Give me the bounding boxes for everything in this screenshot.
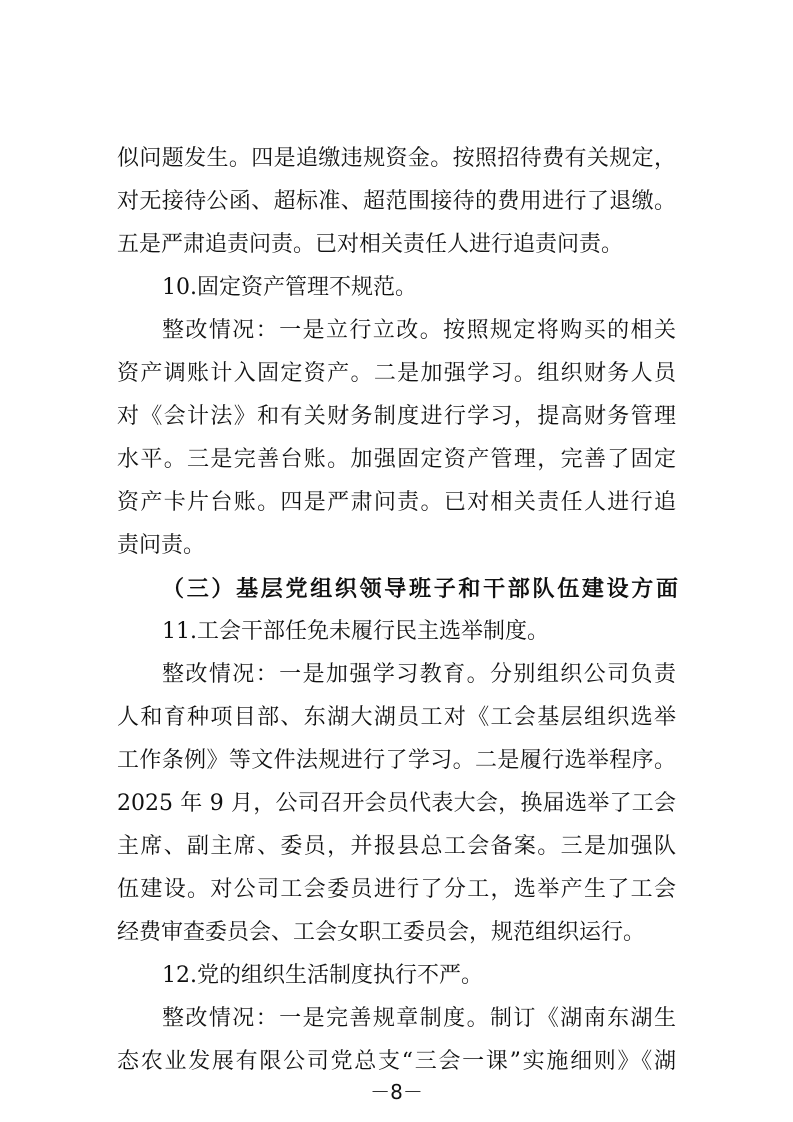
page-number: －8－ <box>370 1080 423 1104</box>
body-text-line: 资产卡片台账。四是严肃问责。已对相关责任人进行追 <box>117 490 676 515</box>
body-text-line: 似问题发生。四是追缴违规资金。按照招待费有关规定， <box>117 146 676 171</box>
body-text-line: 资产调账计入固定资产。二是加强学习。组织财务人员 <box>117 361 676 386</box>
body-text-line: 五是严肃追责问责。已对相关责任人进行追责问责。 <box>117 232 624 257</box>
body-text-line: 态农业发展有限公司党总支“三会一课”实施细则》《湖 <box>117 1049 676 1074</box>
body-text-line: 主席、副主席、委员，并报县总工会备案。三是加强队 <box>117 834 676 859</box>
body-text-line: 水平。三是完善台账。加强固定资产管理，完善了固定 <box>117 447 676 472</box>
body-text-line: 整改情况：一是加强学习教育。分别组织公司负责 <box>162 662 676 687</box>
body-text-line: 人和育种项目部、东湖大湖员工对《工会基层组织选举 <box>117 705 676 730</box>
body-text-line: 2025 年 9 月，公司召开会员代表大会，换届选举了工会 <box>117 791 676 816</box>
body-text-line: 整改情况：一是完善规章制度。制订《湖南东湖生 <box>162 1006 676 1031</box>
body-text-line: 对无接待公函、超标准、超范围接待的费用进行了退缴。 <box>117 189 676 214</box>
section-item-title: 11.工会干部任免未履行民主选举制度。 <box>162 619 549 644</box>
section-item-title: 12.党的组织生活制度执行不严。 <box>162 963 483 988</box>
section-heading: （三）基层党组织领导班子和干部队伍建设方面 <box>162 576 678 602</box>
body-text-line: 工作条例》等文件法规进行了学习。二是履行选举程序。 <box>117 748 676 773</box>
section-item-title: 10.固定资产管理不规范。 <box>162 275 417 300</box>
body-text-line: 伍建设。对公司工会委员进行了分工，选举产生了工会 <box>117 877 676 902</box>
body-text-line: 整改情况：一是立行立改。按照规定将购买的相关 <box>162 318 676 343</box>
body-text-line: 对《会计法》和有关财务制度进行学习，提高财务管理 <box>117 404 676 429</box>
body-text-line: 责问责。 <box>117 533 206 558</box>
body-text-line: 经费审查委员会、工会女职工委员会，规范组织运行。 <box>117 920 646 945</box>
